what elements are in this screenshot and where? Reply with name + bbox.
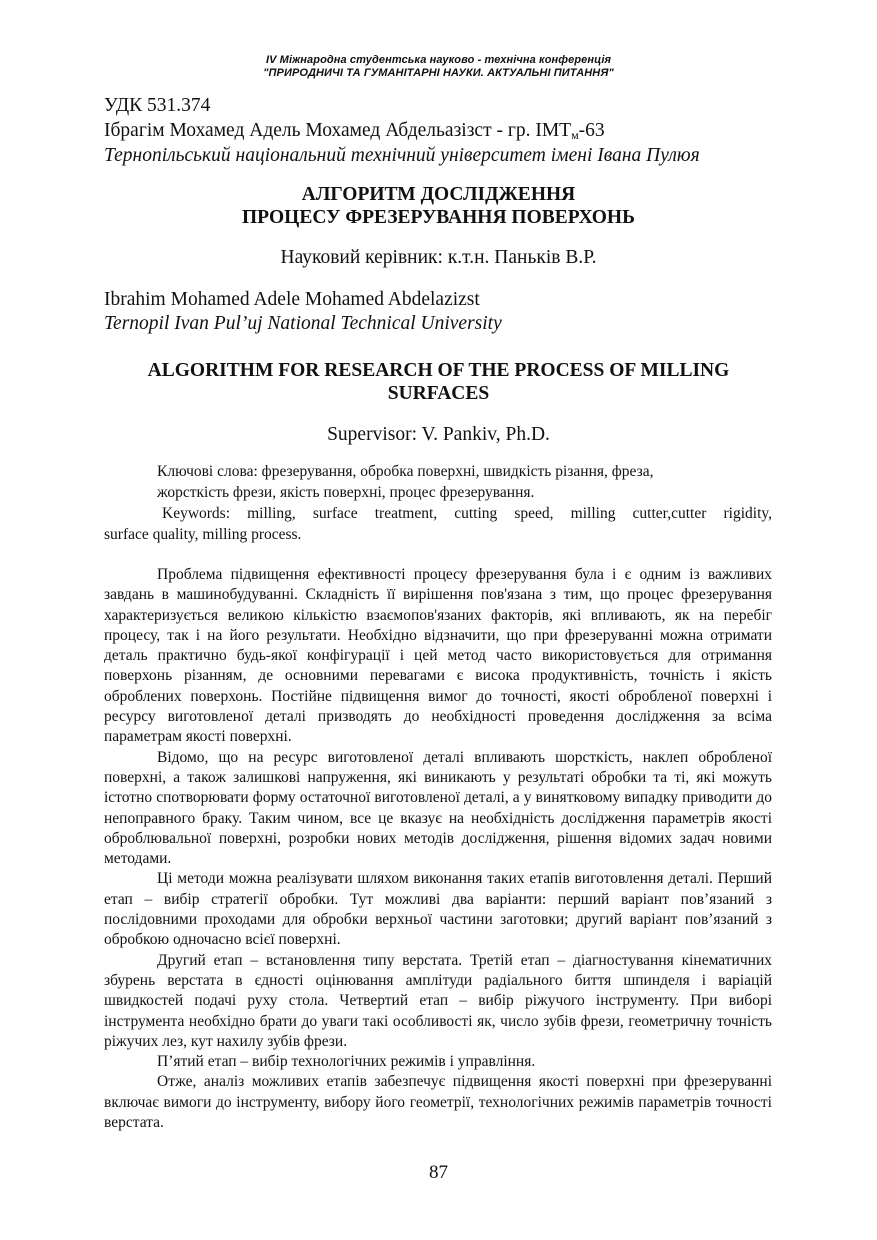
udk-code: УДК 531.374 xyxy=(104,95,211,116)
body-text xyxy=(104,565,772,1133)
title-eng-line1: ALGORITHM FOR RESEARCH OF THE PROCESS OF MILLING xyxy=(147,360,730,381)
page-number: 87 xyxy=(429,1162,448,1183)
title-ukr-line2: ПРОЦЕСУ ФРЕЗЕРУВАННЯ ПОВЕРХОНЬ xyxy=(242,207,635,228)
keywords-eng-line1: Keywords: milling, surface treatment, cutting speed, milling cutter,cutter rigidity, xyxy=(162,505,772,522)
supervisor-eng: Supervisor: V. Pankiv, Ph.D. xyxy=(327,424,550,445)
body-paragraph-1: Проблема підвищення ефективності процесу фрезерування була і є одним із важливих завдань в машинобудуванні. Складність її вирішення пов'язана з тим, що процес фрезерування характеризується великою кількістю взаємопов'язаних факторів, які впливають, як на перебіг процесу, так і на його результати. Необхідно відзначити, що при фрезеруванні можна отримати деталь практично будь-якої конфігурації і цей метод часто використовується для отримання поверхонь різанням, де основними перевагами є висока продуктивність, точність і якість оброблених поверхонь. Постійне підвищення вимог до точності, якості обробленої поверхні і ресурсу виготовленої деталі призводять до необхідності проведення дослідження за всіма параметрам якості поверхні. xyxy=(104,566,772,746)
body-paragraph-4: Другий етап – встановлення типу верстата. Третій етап – діагностування кінематичних збурень верстата в єдності оцінювання амплітуди радіального биття шпинделя і варіацій швидкостей подачі руху стола. Четвертий етап – вибір ріжучого інструменту. При виборі інструмента необхідно брати до уваги такі особливості як, число зубів фрези, геометричну точність ріжучих лез, кут нахилу зубів фрези. xyxy=(104,951,772,1050)
body-paragraph-2: Відомо, що на ресурс виготовленої деталі впливають шорсткість, наклеп обробленої поверхні, а також залишкові напруження, які виникають у результаті обробки та ті, які можуть істотно спотворювати форму остаточної виготовленої деталі, а у винятковому випадку приводити до непоправного браку. Таким чином, все це вказує на необхідність дослідження параметрів якості оброблювальної поверхні, розробки нових методів дослідження, рішення відомих задач новими методами. xyxy=(104,748,772,868)
supervisor-ukr: Науковий керівник: к.т.н. Паньків В.Р. xyxy=(280,247,597,268)
keywords-ukr-line1: Ключові слова: фрезерування, обробка поверхні, швидкість різання, фреза, xyxy=(157,463,654,480)
affiliation-eng: Ternopil Ivan Pul’uj National Technical University xyxy=(104,313,502,334)
author-eng: Ibrahim Mohamed Adele Mohamed Abdelazizst xyxy=(104,289,480,310)
conference-header-line1: IV Міжнародна студентська науково - технічна конференція xyxy=(265,54,612,66)
author-ukr-name: Ібрагім Мохамед Адель Мохамед Абдельазізст - гр. ІМТ xyxy=(104,120,572,141)
body-paragraph-3: Ці методи можна реалізувати шляхом виконання таких етапів виготовлення деталі. Перший етап – вибір стратегії обробки. Тут можливі два варіанти: перший варіант пов’язаний з послідовними проходами для обробки верхньої частини заготовки; другий варіант пов’язаний з обробкою одночасно всієї поверхні. xyxy=(104,870,772,949)
conference-header-line2: "ПРИРОДНИЧІ ТА ГУМАНІТАРНІ НАУКИ. АКТУАЛЬНІ ПИТАННЯ" xyxy=(263,67,614,79)
keywords-eng-line2: surface quality, milling process. xyxy=(104,526,302,543)
author-ukr-group-subscript: м xyxy=(571,128,579,142)
title-eng-line2: SURFACES xyxy=(387,383,490,404)
body-paragraph-5: П’ятий етап – вибір технологічних режимів і управління. xyxy=(157,1053,536,1071)
body-paragraph-6: Отже, аналіз можливих етапів забезпечує підвищення якості поверхні при фрезеруванні включає вимоги до інструменту, вибору його геометрії, технологічних режимів параметрів точності верстата. xyxy=(104,1073,772,1132)
affiliation-ukr: Тернопільський національний технічний університет імені Івана Пулюя xyxy=(104,145,700,166)
author-ukr-group-suffix: -63 xyxy=(578,120,605,141)
author-ukr xyxy=(104,119,605,143)
keywords-ukr-line2: жорсткість фрези, якість поверхні, процес фрезерування. xyxy=(157,484,535,501)
title-ukr-line1: АЛГОРИТМ ДОСЛІДЖЕННЯ xyxy=(301,184,576,205)
